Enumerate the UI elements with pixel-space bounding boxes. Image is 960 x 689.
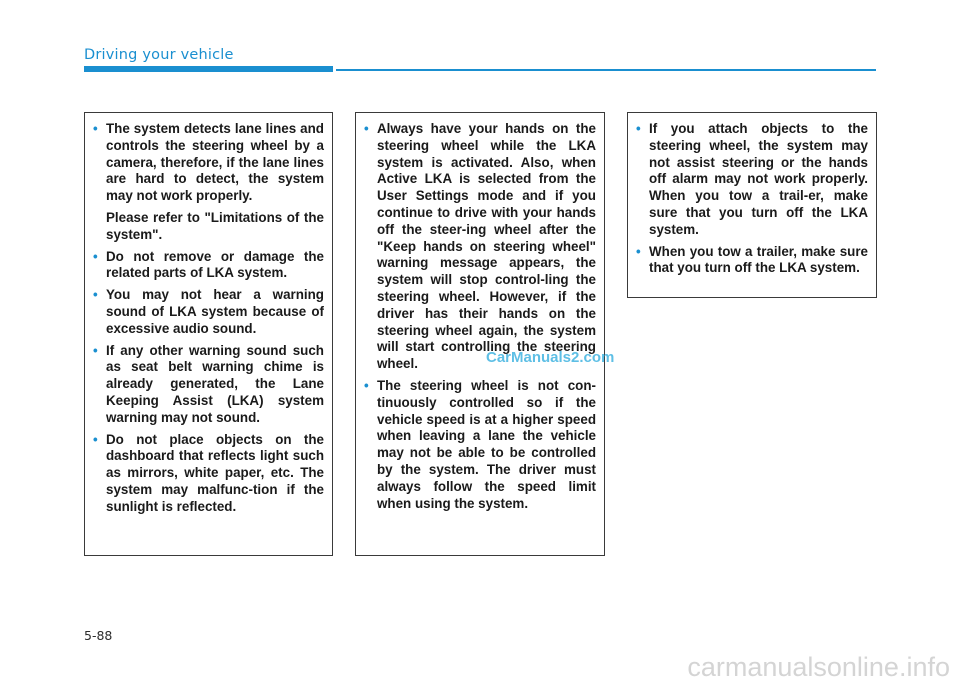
bullet-icon: •: [93, 248, 98, 264]
bullet-item: [93, 287, 324, 337]
bullet-item: [93, 432, 324, 516]
page-number: 5-88: [84, 628, 113, 643]
watermark: CarManuals2.com: [486, 349, 615, 366]
bullet-item: [364, 121, 596, 373]
bullet-text: Do not remove or damage the related parts of LKA system.: [106, 248, 324, 281]
bullet-item: [636, 121, 868, 239]
bullet-icon: •: [636, 243, 641, 259]
bullet-icon: •: [93, 431, 98, 447]
bullet-text: If you attach objects to the steering wheel, the system may not assist steering or the hands off alarm may not work properly. When you tow a trail-er, make sure that you turn off the LKA system.: [649, 121, 868, 237]
bullet-text: The steering wheel is not con-tinuously controlled so if the vehicle speed is at a higher speed when leaving a lane the vehicle may not be able to be controlled by the system. The driver must always follow the speed limit when using the system.: [377, 377, 596, 511]
footer-watermark: carmanualsonline.info: [687, 652, 950, 682]
bullet-item: [93, 343, 324, 427]
bullet-icon: •: [364, 121, 369, 136]
bullet-text: Please refer to "Limitations of the system".: [106, 209, 324, 242]
bullet-icon: •: [93, 342, 98, 358]
bullet-text: If any other warning sound such as seat belt warning chime is already generated, the Lane Keeping Assist (LKA) system warning may not sound.: [106, 342, 324, 425]
warning-list-2: [364, 121, 596, 512]
header-rule-thick: [84, 66, 333, 72]
bullet-text: When you tow a trailer, make sure that you turn off the LKA system.: [649, 243, 868, 276]
warning-box-2: [355, 112, 605, 556]
header-rule-thin: [336, 69, 876, 71]
bullet-text: Do not place objects on the dashboard that reflects light such as mirrors, white paper, etc. The system may malfunc-tion if the sunlight is reflected.: [106, 431, 324, 514]
bullet-item: [93, 121, 324, 244]
warning-list-3: [636, 121, 868, 277]
bullet-icon: •: [93, 121, 98, 136]
bullet-item: [364, 378, 596, 512]
bullet-icon: •: [636, 121, 641, 136]
warning-box-3: [627, 112, 877, 298]
bullet-icon: •: [364, 377, 369, 393]
bullet-text: You may not hear a warning sound of LKA system because of excessive audio sound.: [106, 287, 324, 336]
section-title: Driving your vehicle: [84, 47, 234, 63]
bullet-text: Always have your hands on the steering wheel while the LKA system is activated. Also, when Active LKA is selected from the User Settings mode and if you continue to drive with your hands off the steer-ing wheel after the "Keep hands on steering wheel" warning message appears, the system will stop control-ling the steering wheel. However, if the driver has their hands on the steering wheel again, the system will start controlling the steering wheel.: [377, 121, 596, 372]
warning-box-1: [84, 112, 333, 556]
bullet-icon: •: [93, 287, 98, 303]
warning-list-1: [93, 121, 324, 516]
bullet-item: [93, 249, 324, 283]
bullet-item: [636, 244, 868, 278]
bullet-text: The system detects lane lines and controls the steering wheel by a camera, therefore, if the lane lines are hard to detect, the system may not work properly.: [106, 121, 324, 204]
